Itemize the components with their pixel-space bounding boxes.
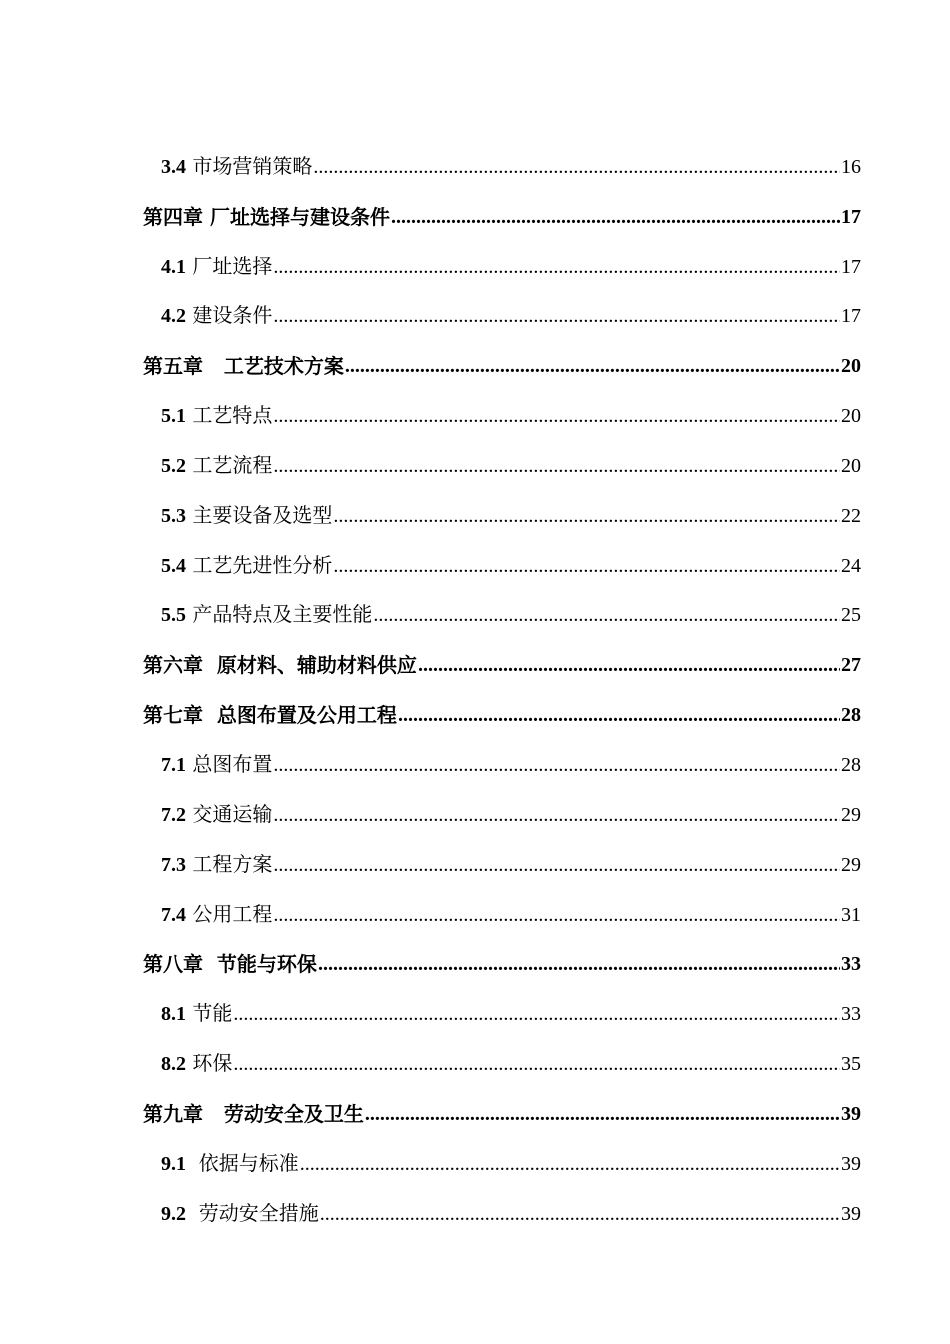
toc-entry-label: [161, 253, 273, 278]
toc-entry-title: 第八章 节能与环保: [143, 952, 317, 977]
toc-chapter-entry[interactable]: [143, 1077, 861, 1127]
toc-section-entry[interactable]: [143, 529, 861, 579]
toc-dot-leader: [345, 356, 840, 376]
toc-entry-title: 第七章 总图布置及公用工程: [143, 703, 397, 728]
toc-entry-label: [161, 1053, 232, 1074]
toc-section-number: 7.2: [161, 803, 186, 826]
toc-page-number: 22: [841, 504, 861, 527]
toc-entry-title: 厂址选择: [186, 253, 273, 278]
toc-dot-leader: [273, 855, 840, 875]
toc-entry-label: [161, 1003, 232, 1024]
toc-entry-title: 交通运输: [186, 801, 273, 826]
toc-entry-label: [143, 354, 344, 379]
toc-section-entry[interactable]: [143, 1127, 861, 1177]
toc-entry-title: 工艺流程: [186, 452, 273, 477]
toc-section-entry[interactable]: [143, 280, 861, 330]
toc-section-entry[interactable]: [143, 728, 861, 778]
toc-section-number: 5.1: [161, 405, 186, 428]
toc-page-number: 20: [841, 454, 861, 477]
toc-entry-title: 第九章 劳动安全及卫生: [143, 1101, 364, 1126]
toc-entry-label: [161, 502, 333, 527]
toc-chapter-entry[interactable]: [143, 180, 861, 230]
toc-section-number: 7.3: [161, 853, 186, 876]
toc-entry-label: [143, 204, 390, 229]
toc-chapter-entry[interactable]: [143, 329, 861, 379]
toc-section-number: 5.2: [161, 454, 186, 477]
toc-section-entry[interactable]: [143, 1177, 861, 1227]
toc-dot-leader: [320, 1204, 840, 1224]
toc-dot-leader: [333, 556, 840, 576]
toc-section-number: 5.5: [161, 604, 186, 627]
toc-entry-title: 依据与标准: [186, 1150, 299, 1175]
toc-section-entry[interactable]: [143, 1027, 861, 1077]
toc-dot-leader: [418, 655, 840, 675]
toc-dot-leader: [365, 1104, 840, 1124]
toc-entry-label: [161, 801, 273, 826]
toc-section-number: 4.2: [161, 305, 186, 328]
toc-section-number: 4.1: [161, 255, 186, 278]
toc-entry-title: 劳动安全措施: [186, 1200, 319, 1225]
toc-section-entry[interactable]: [143, 778, 861, 828]
toc-section-number: 9.1: [161, 1152, 186, 1175]
toc-page-number: 20: [841, 405, 861, 428]
toc-entry-label: [161, 153, 313, 178]
toc-dot-leader: [273, 306, 840, 326]
toc-page-number: 39: [841, 1202, 861, 1225]
toc-section-number: 8.2: [161, 1053, 186, 1076]
toc-dot-leader: [333, 506, 840, 526]
toc-entry-title: 总图布置: [186, 751, 273, 776]
toc-page-number: 39: [841, 1102, 861, 1125]
toc-dot-leader: [300, 1154, 840, 1174]
toc-dot-leader: [273, 456, 840, 476]
toc-page-number: 28: [841, 753, 861, 776]
toc-entry-label: [143, 1101, 364, 1126]
toc-entry-title: 产品特点及主要性能: [186, 602, 373, 627]
toc-page-number: 27: [841, 654, 861, 677]
toc-section-entry[interactable]: [143, 579, 861, 629]
toc-entry-title: 工艺先进性分析: [186, 552, 333, 577]
toc-page-number: 17: [841, 205, 861, 228]
table-of-contents: [143, 130, 861, 1227]
toc-section-number: 7.4: [161, 903, 186, 926]
toc-dot-leader: [373, 605, 840, 625]
toc-entry-title: 节能: [186, 1001, 233, 1026]
toc-dot-leader: [273, 755, 840, 775]
toc-dot-leader: [273, 905, 840, 925]
toc-entry-label: [161, 751, 273, 776]
toc-page-number: 16: [841, 155, 861, 178]
toc-entry-label: [143, 703, 397, 728]
toc-page-number: 39: [841, 1152, 861, 1175]
toc-page-number: 17: [841, 255, 861, 278]
toc-page-number: 28: [841, 704, 861, 727]
toc-page-number: 33: [841, 953, 861, 976]
toc-entry-label: [161, 305, 272, 326]
toc-page-number: 29: [841, 803, 861, 826]
toc-page-number: 24: [841, 554, 861, 577]
toc-entry-label: [161, 851, 273, 876]
toc-entry-title: 市场营销策略: [186, 153, 313, 178]
toc-section-number: 8.1: [161, 1003, 186, 1026]
toc-chapter-entry[interactable]: [143, 628, 861, 678]
toc-dot-leader: [233, 1004, 840, 1024]
toc-section-entry[interactable]: [143, 878, 861, 928]
toc-page-number: 17: [841, 305, 861, 328]
toc-section-entry[interactable]: [143, 828, 861, 878]
toc-section-number: 7.1: [161, 753, 186, 776]
toc-entry-label: [143, 653, 417, 678]
toc-dot-leader: [318, 954, 840, 974]
toc-entry-title: 第五章 工艺技术方案: [143, 354, 344, 379]
toc-entry-title: 建设条件: [186, 303, 273, 328]
toc-entry-label: [161, 901, 273, 926]
toc-entry-label: [161, 405, 272, 426]
toc-entry-label: [161, 452, 273, 477]
toc-section-entry[interactable]: [143, 977, 861, 1027]
toc-entry-label: [161, 552, 333, 577]
toc-section-entry[interactable]: [143, 379, 861, 429]
toc-dot-leader: [233, 1054, 840, 1074]
toc-entry-title: 主要设备及选型: [186, 502, 333, 527]
toc-dot-leader: [273, 406, 840, 426]
toc-dot-leader: [391, 207, 840, 227]
toc-page-number: 25: [841, 604, 861, 627]
toc-entry-label: [161, 604, 372, 625]
toc-entry-label: [143, 952, 317, 977]
toc-chapter-entry[interactable]: [143, 928, 861, 978]
toc-dot-leader: [273, 805, 840, 825]
toc-entry-label: [161, 1150, 299, 1175]
toc-entry-title: 第四章 厂址选择与建设条件: [143, 204, 390, 229]
toc-chapter-entry[interactable]: [143, 678, 861, 728]
toc-dot-leader: [273, 257, 840, 277]
toc-page-number: 35: [841, 1053, 861, 1076]
toc-entry-title: 第六章 原材料、辅助材料供应: [143, 653, 417, 678]
toc-entry-label: [161, 1200, 319, 1225]
toc-section-number: 3.4: [161, 155, 186, 178]
toc-section-entry[interactable]: [143, 130, 861, 180]
toc-section-number: 9.2: [161, 1202, 186, 1225]
toc-section-entry[interactable]: [143, 479, 861, 529]
toc-page-number: 20: [841, 355, 861, 378]
toc-entry-title: 工程方案: [186, 851, 273, 876]
toc-page-number: 31: [841, 903, 861, 926]
toc-entry-title: 环保: [186, 1051, 233, 1076]
toc-entry-title: 公用工程: [186, 901, 273, 926]
toc-page-number: 33: [841, 1003, 861, 1026]
toc-section-number: 5.4: [161, 554, 186, 577]
toc-section-entry[interactable]: [143, 230, 861, 280]
toc-page-number: 29: [841, 853, 861, 876]
toc-section-number: 5.3: [161, 504, 186, 527]
toc-dot-leader: [313, 157, 840, 177]
toc-dot-leader: [398, 705, 840, 725]
toc-section-entry[interactable]: [143, 429, 861, 479]
toc-entry-title: 工艺特点: [186, 403, 273, 428]
